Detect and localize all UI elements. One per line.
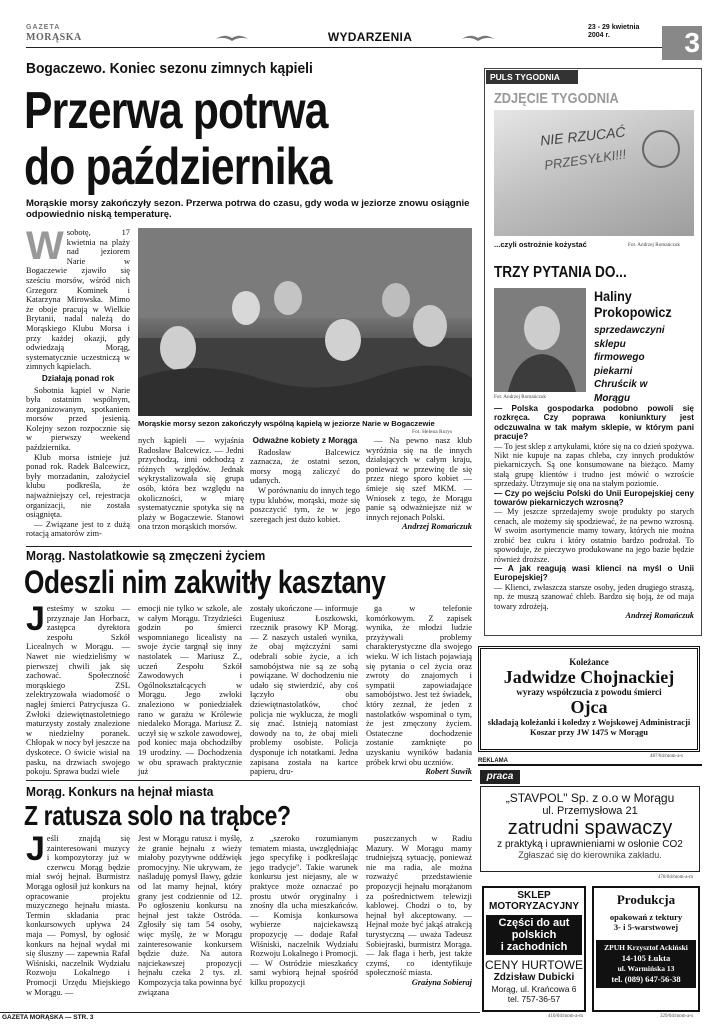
article1-title-line-2: do października (24, 138, 332, 196)
article3-title: Z ratusza solo na trąbce? (24, 800, 291, 831)
stavpol-name: „STAVPOL" Sp. z o.o w Morągu (505, 791, 675, 805)
praca-tag: praca (480, 770, 520, 784)
stavpol-hire: zatrudni spawaczy (507, 817, 673, 839)
photo-week-credit: Fot. Andrzej Romańczuk (628, 242, 681, 248)
shop-title-2: MOTORYZACYJNY (488, 901, 579, 912)
photo-week-image (494, 110, 694, 236)
article1-title-line-1: Przerwa potrwa (24, 82, 328, 140)
bathers-illustration (138, 228, 472, 416)
article2-col2: emocji nie tylko w szkole, ale w całym Morągu. Trzydzieści godzin po śmierci wspomnianego licealisty na swoje życie targnął się inny nastolatek — Mariusz Z., uczeń Zespołu Szkół Zawodowych i Ogólnokształcących w Morągu. Jego zwłoki znaleziono w poniedziałek rano w garażu w Królewie niedaleko Morąga. Mariusz Z. uczył się w szkole zawodowej, pod koniec maja obchodziłby 19 urodziny. — Dochodzenia w obu sprawach praktycznie już (138, 604, 242, 777)
shop-parts-1: Części do aut (498, 917, 570, 929)
person-photo (494, 288, 586, 392)
photo-week-text-2: PRZESYŁKI!!! (543, 146, 628, 173)
prod-phone: tel. (089) 647-56-38 (611, 974, 681, 984)
article3-col2: Jest w Morągu ratusz i myślę, że granie hejnału z wieży miałoby pozytywne oddźwięk promocyjny. Nie ukrywam, że naśladuję pomysł Iławy, gdzie od lat mamy hejnał, który grany jest codziennie od 12. Po ogłoszeniu konkursu na hejnał jest także Ostróda. Zgłosiły się tam 54 osoby, więc myślę, że w Morągu zainteresowanie konkursem będzie duże. Na autora najciekawszej propozycji hejnału czeka 2 tys. zł. Kompozycja taka powinna być związana (138, 834, 242, 997)
article3-kicker: Morąg. Konkurs na hejnał miasta (26, 784, 214, 799)
article2-col1 (26, 600, 130, 777)
morsy-photo (138, 228, 472, 416)
masthead-logo (26, 24, 86, 48)
article2-col4-para: ga w telefonie komórkowym. Z zapisek wynika, że młodzi ludzie przyżywali problemy charakterystyczne dla swojego wieku. W ich listach pojawiają się pytania o cel życia oraz zwroty do znajomych i sympatii zapowiadające samobójstwo. Jest też świadek, który zeznał, że jeden z nastolatków wspominał o tym, że jest zmęczony życiem. Ostateczne dochodzenie zostanie zamknięte po uzyskaniu wyników badania próbek krwi obu uczniów. (366, 604, 472, 767)
prod-line-1: opakowań z tektury (609, 912, 683, 922)
shop-title-1: SKLEP (517, 890, 551, 901)
person-role: sprzedawczyni sklepu firmowego piekarni Chruścik w Morągu (594, 325, 665, 404)
photo-week-caption: ...czyli ostrożnie kożystać (494, 240, 587, 249)
header-rule (26, 47, 662, 48)
ads-rule (478, 764, 702, 766)
question-3: — A jak reagują wasi klienci na myśl o Unii Europejskiej? (494, 563, 694, 583)
photo-credit: Fot. Helena Rurys (412, 429, 453, 435)
article2-col1-para: esteśmy w szoku — przyznaje Jan Horbacz, zastępca dyrektora zespołu Szkół Licealnych w Morągu. — Nawet nie wiedzieliśmy w pierwszej chwili jak się zachować. Społeczność morąskiego ZSL zelektryzowała wiadomość o nagłej śmierci Patrycjusza G. Zwłoki dziewiętnastoletniego maturzysty zostały znalezione w niedzielny poranek. Chłopak w nocy był jeszcze na dyskotece. O świcie wisiał na pasku, na drzwiach swojego pokoju. Sprawa budzi wiele (26, 604, 130, 777)
article1-col4-para: — Na pewno nasz klub wyróżnia się na tle innych działających w całym kraju, ponieważ w przewinę tle się przez niego sporo kobiet — śmieje się szef MKM. — Wniosek z tego, że Morągu panie są odważniejsze niż w innych rejonach Polski. (366, 436, 472, 522)
prod-address-1: 14-105 Łukta (621, 953, 671, 963)
answer-1: — To jest sklep z artykułami, które się na co dzień spożywa. Nikt nie kupuje na zapas chleba, czy innych produktów piekarniczych. Są one konsumowane na bieżąco. Mamy stałą grupę klientów i trudno jest mówić o wzroście sprzedaży. Utrzymuje się ona na stałym poziomie. (494, 441, 694, 489)
section-title: WYDARZENIA (327, 30, 413, 44)
packaging-ad (592, 886, 700, 1012)
photo-caption: Morąskie morsy sezon zakończyły wspólną kąpielą w jeziorze Narie w Bogaczewie (138, 419, 435, 428)
condolence-name: Jadwidze Chojnackiej (503, 667, 675, 687)
photo-week-text-1: NIE RZUCAĆ (539, 123, 627, 149)
article2-bottom-rule (26, 780, 472, 781)
photo-week-title: ZDJĘCIE TYGODNIA (494, 90, 619, 107)
condolence-relation: Ojca (570, 697, 608, 717)
prod-code: 329/04/mom-a-s (660, 1014, 694, 1019)
article1-intro: sobotę, 17 kwietnia na plaży nad jeziorem Narie w Bogaczewie zjawiło się sześciu morsów, wśród nich Grzegorz Kominek i Katarzyna Mirowska. Mimo że oboje pracują w Wielkie Brytanii, nadal należą do Morąskiego Klubu Morsa i przy każdej okazji, gdy odwiedzają Morąg, systematycznie uczestniczą w zimnych kąpielach. (26, 228, 130, 372)
stavpol-requirements: z praktyką i uprawnieniami w osłonie CO2 (497, 839, 683, 850)
ads-label: REKLAMA (478, 758, 511, 764)
article3-signature: Grażyna Sobieraj (411, 977, 472, 987)
prod-contact-banner (596, 940, 696, 988)
stavpol-ad (480, 786, 700, 872)
postmark-icon (642, 130, 680, 168)
logo-top: GAZETA (26, 24, 61, 31)
condolence-line-3: składają koleżanki i koledzy z Wojskowej Administracji Koszar przy JW 1475 w Morągu (487, 717, 691, 737)
article2-dropcap: J (26, 600, 45, 638)
article1-col4 (366, 436, 472, 544)
shop-parts-banner (486, 915, 582, 955)
article2-col3: zostały ukończone — informuje Eugeniusz Łoszkowski, rzecznik prasowy KP Morąg. — Z naszych ustaleń wynika, że obaj mężczyźni sami odebrali sobie życie, a ich samobójstwa nie są ze sobą powiązane. W dochodzeniu nie udało się stwierdzić, aby coś łączyło obu dziewiętnastolatków, choć policja nie wyklucza, że mogli się znać. Istnieją natomiast dowody na to, że obaj mieli problemy osobiste. Policja dysponuje ich notatkami. Jedna zapisana została na kartce papieru, dru- (250, 604, 358, 777)
page-number: 3 (662, 26, 702, 60)
question-2: — Czy po wejściu Polski do Unii Europejskiej ceny towarów piekarniczych wzrosną? (494, 488, 694, 508)
article2-col4 (366, 604, 472, 776)
article1-kicker: Bogaczewo. Koniec sezonu zimnych kąpieli (26, 60, 313, 77)
prod-address-2: ul. Warmińska 13 (617, 964, 675, 973)
condolence-line-2: wyrazy współczucia z powodu śmierci (516, 687, 662, 697)
date-line-1: 23 - 29 kwietnia (588, 24, 640, 31)
article1-subhead-1: Działają ponad rok (41, 373, 115, 383)
shop-wholesale: CENY HURTOWE (484, 958, 583, 972)
article1-col1 (26, 224, 130, 544)
article1-col3-para-1: Radosław Balcewicz zaznacza, że ostatni sezon, morsy mogą zaliczyć do udanych. (250, 447, 360, 486)
article3-col4 (366, 834, 472, 1010)
seagull-icon (460, 31, 496, 43)
seagull-icon (214, 31, 250, 43)
interview-text (494, 404, 694, 634)
stavpol-code: 478/04/mom-a-m (658, 875, 693, 880)
article2-kicker: Morąg. Nastolatkowie są zmęczeni życiem (26, 548, 266, 563)
article2-title: Odeszli nim zakwitły kasztany (24, 564, 386, 600)
article3-col4-para: puszczanych w Radiu Mazury. W Morągu mamy trudniejszą sytuację, ponieważ nie ma radia, ale można rozważyć przedstawienie propozycji hejnału morążanom za pośrednictwem telewizji kablowej. Chodzi o to, by hejnał był akceptowany. — Hejnał może być jakąś atrakcją turystyczną — uważa Tadeusz Sobiejraski, burmistrz Morąga. — Jak flaga i herb, jest także czymś, co identyfikuje społeczność miasta. (366, 834, 472, 978)
logo-bottom: MORĄSKA (26, 32, 82, 43)
article1-para-3: Klub morsa istnieje już ponad rok. Radek Balcewicz, były morzadanin, założyciel klubu podkreśla, że najważniejszy cel, rejestracja organizacji, nie została osiągnięta. (26, 452, 130, 520)
shop-parts-3: i zachodnich (500, 941, 568, 953)
sidebar-tag: PULS TYGODNIA (486, 70, 578, 84)
condolence-box (478, 646, 700, 752)
article1-lead: Morąskie morsy zakończyły sezon. Przerwa potrwa do czasu, gdy woda w jeziorze znowu osiągnie odpowiednio niską temperaturę. (26, 198, 470, 220)
shop-phone: tel. 757-36-57 (507, 994, 561, 1004)
article1-subhead-2: Odważne kobiety z Morąga (252, 436, 358, 445)
person-name-2: Prokopowicz (594, 304, 672, 320)
article1-col2: nych kąpieli — wyjaśnia Radosław Balcewicz. — Jedni przychodzą, inni odchodzą z różnych względów. Jednak wykrystalizowała się grupa osób, która bez względu na okoliczności, w miarę systematycznie spotyka się na plaży w Bogaczewie. Stanowi ona trzon morąskich morsów. (138, 436, 244, 532)
article1-col3 (250, 436, 360, 536)
answer-3: — Klienci, zwłaszcza starsze osoby, jeden drugiego straszą, np. że muszą szanować chleb. Bardzo się boją, że od maja towary zdrożeją. (494, 582, 694, 611)
article1-dropcap: W (26, 224, 64, 268)
article2-signature: Robert Suwik (425, 767, 472, 777)
article1-col3-para-2: W porównaniu do innych tego typu klubów, morąski, może się poszczycić tym, że w jego szeregach jest dużo kobiet. (250, 485, 360, 524)
shop-parts-2: polskich (511, 929, 557, 941)
person-silhouette-icon (494, 288, 586, 392)
prod-company: ZPUH Krzysztof Ackiński (604, 943, 688, 952)
question-1: — Polska gospodarka podobno powoli się rozkręca. Czy poprawa koniunktury jest odczuwalna w tak małym sklepie, w którym pani pracuje? (494, 404, 694, 442)
article1-para-2: Sobotnia kąpiel w Narie była ostatnim wspólnym, zorganizowanym, spotkaniem morsów przed jesienią. Kolejny sezon rozpocznie się w pierwszy weekend października. (26, 385, 130, 453)
answer-2: — My jeszcze sprzedajemy swoje produkty po starych cenach, ale możemy się spodziewać, że na pewno wzrosną. W swoim asortymencie mamy towary, których nie można zrobić bez cukru i który ostatnio bardzo podrożał. To spowoduje, że pieczywo produkowane na jego bazie będzie również droższe. (494, 507, 694, 564)
issue-date (588, 24, 639, 40)
article3-col1 (26, 830, 130, 1010)
prod-line-2: 3- i 5-warstwowej (613, 922, 679, 932)
shop-address: Morąg, ul. Krańcowa 6 (491, 984, 577, 994)
article3-col1-para: eśli znajdą się zainteresowani muzycy i kompozytorzy już w czerwcu Morąg będzie miał swój hejnał. Burmistrz Morąga ogłosił już konkurs na opracowanie projektu muzycznego hejnału miasta. Termin składania prac konkursowych upływa 24 maja — Pomysł, by ogłosić konkurs na hejnał wydał mi się śluszny — zapewnia Rafał Wiśniski, naczelnik Wydziału Rozwoju Lokalnego i Promocji Urzędu Miejskiego w Morągu. — (26, 834, 130, 997)
shop-code: 410/04/mom-a-m (548, 1014, 583, 1019)
condolence-line-1: Koleżance (569, 657, 609, 667)
article3-col3: z „szeroko rozumianym tematem miasta, uwzględniając jego specyfikę i podkreślając jego tradycje". Takie warunek konkursu jest niejasny, ale w praktyce może oznaczać po prostu utwór oryginalny i znośny dla ucha mieszkańców. — Komisja konkursowa wybierze najciekawszą propozycję — dodaje Rafał Wiśniski, naczelnik Wydziału Rozwoju Lokalnego i Promocji. — W Ostródzie mieszkańcy sami wybiorą hejnał spośród kilku propozycji (250, 834, 358, 987)
stavpol-contact: Zgłaszać się do kierownika zakładu. (518, 850, 662, 860)
person-name-1: Haliny (594, 288, 632, 304)
footer-text: GAZETA MORĄSKA — STR. 3 (2, 1014, 94, 1021)
shop-owner: Zdzisław Dubicki (493, 972, 575, 983)
prod-title: Produkcja (616, 892, 676, 907)
motor-shop-ad (482, 886, 586, 1012)
article1-signature: Andrzej Romańczuk (401, 522, 472, 532)
person-photo-credit: Fot. Andrzej Romańczuk (494, 394, 547, 400)
article1-bottom-rule (26, 546, 472, 547)
sidebar-signature: Andrzej Romańczuk (625, 610, 694, 620)
footer-rule (0, 1012, 480, 1013)
date-line-2: 2004 r. (588, 32, 610, 39)
three-questions-title: TRZY PYTANIA DO... (494, 264, 627, 281)
article3-dropcap: J (26, 830, 45, 868)
article1-para-4: — Związane jest to z dużą rotacją amatorów zim- (26, 519, 130, 539)
stavpol-address: ul. Przemysłowa 21 (542, 805, 638, 817)
condolence-code: 487/04/mom-a-s (650, 754, 684, 759)
